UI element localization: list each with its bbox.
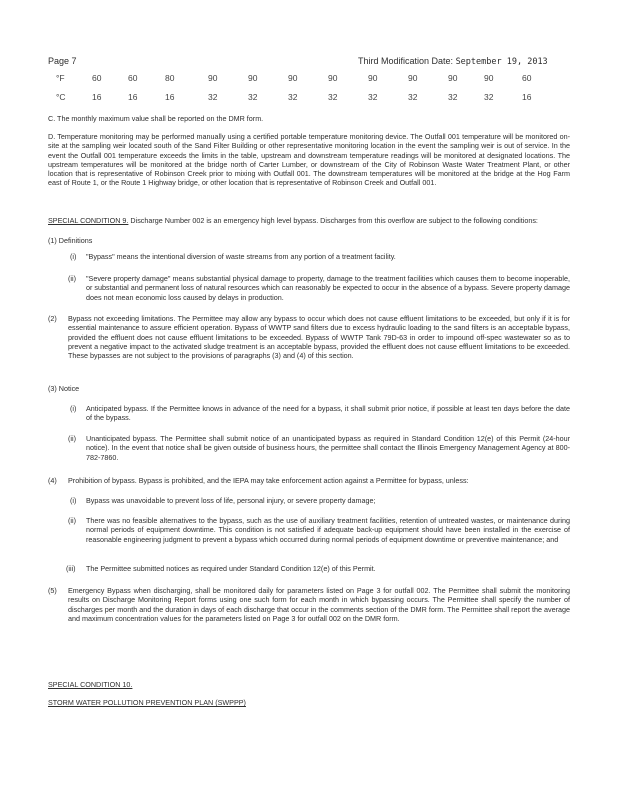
prohibition-item-i: Bypass was unavoidable to prevent loss of life, personal injury, or severe property damage;: [86, 496, 376, 505]
temp-cell: 32: [208, 92, 218, 102]
temp-cell: 90: [448, 73, 458, 83]
special-condition-9-heading: SPECIAL CONDITION 9.: [48, 216, 129, 225]
modification-date-line: [358, 56, 548, 67]
temp-cell: 32: [484, 92, 494, 102]
modification-label: Third Modification Date:: [358, 56, 454, 66]
modification-date: September 19, 2013: [455, 57, 548, 67]
temp-cell: 32: [448, 92, 458, 102]
list-marker: (ii): [68, 516, 76, 525]
special-condition-9-text: Discharge Number 002 is an emergency high level bypass. Discharges from this overflow are subject to the following conditions:: [128, 216, 538, 225]
prohibition-item-ii: There was no feasible alternatives to the bypass, such as the use of auxiliary treatment facilities, retention of untreated wastes, or maintenance during normal periods of equipment downtime. This condition is not satisfied if adequate back-up equipment should have been installed in the exercise of reasonable engineering judgment to prevent a bypass which occurred during normal periods of equipment downtime or preventive maintenance; and: [86, 516, 570, 544]
temp-cell: 90: [248, 73, 258, 83]
temp-cell: 16: [128, 92, 138, 102]
special-condition-9-intro: [48, 216, 570, 225]
temp-cell: 32: [408, 92, 418, 102]
temp-cell: 16: [522, 92, 532, 102]
prohibition-item-iii: The Permittee submitted notices as required under Standard Condition 12(e) of this Permit.: [86, 564, 376, 573]
temp-cell: 80: [165, 73, 175, 83]
swppp-heading: STORM WATER POLLUTION PREVENTION PLAN (SWPPP): [48, 698, 246, 707]
temp-unit-c: °C: [56, 92, 66, 102]
list-marker: (5): [48, 586, 57, 595]
temp-cell: 32: [248, 92, 258, 102]
list-marker: (4): [48, 476, 57, 485]
paragraph-d: D. Temperature monitoring may be performed manually using a certified portable temperature monitoring device. The Outfall 001 temperature will be monitored on-site at the sampling weir located south of the Sand Filter Building or other representative monitoring location in the event the sampling weir is out of service. In the event the Outfall 001 temperature exceeds the limits in the table, upstream and downstream temperature readings will be monitored at designated locations. The upstream temperatures will be monitored at the bridge north of Carter Lumber, or downstream of the City of Robinson Waste Water Treatment Plant, or other location that is representative of Robinson Creek prior to mixing with Outfall 001. The downstream temperatures will be monitored at the bridge at the Hog Farm east of Route 1, or the Route 1 Highway bridge, or other location that is representative of Robinson Creek and Outfall 001.: [48, 132, 570, 188]
temp-cell: 16: [92, 92, 102, 102]
temp-cell: 90: [208, 73, 218, 83]
temp-cell: 90: [368, 73, 378, 83]
definition-bypass: "Bypass" means the intentional diversion of waste streams from any portion of a treatment facility.: [86, 252, 396, 261]
definitions-label: (1) Definitions: [48, 236, 93, 245]
temp-cell: 90: [484, 73, 494, 83]
paragraph-2-bypass-limits: Bypass not exceeding limitations. The Permittee may allow any bypass to occur which does not cause effluent limitations to be exceeded, but only if it is for essential maintenance to assure efficient operation. Bypass of WWTP sand filters due to excess hydraulic loading to the sand filters is an acceptable bypass, provided the effluent does not cause effluent limitations to be exceeded. Bypass of WWTP Tank 79D-63 in order to impound off-spec wastewater so as to prevent a negative impact to the activated sludge treatment is an acceptable bypass, provided the effluent does not cause effluent limitations to be exceeded. These bypasses are not subject to the provisions of paragraphs (3) and (4) of this section.: [68, 314, 570, 361]
list-marker: (iii): [66, 564, 76, 573]
paragraph-5-emergency-bypass: Emergency Bypass when discharging, shall be monitored daily for parameters listed on Page 3 for outfall 002. The Permittee shall submit the monitoring results on Discharge Monitoring Report forms using one such form for each month in which bypassing occurs. The Permittee shall specify the number of discharges per month and the duration in days of each discharge that occur in the comments section of the DMR form. The Permittee shall report the average and maximum concentration values for the parameters listed on Page 3 for outfall 002 on the DMR form.: [68, 586, 570, 623]
temp-cell: 32: [328, 92, 338, 102]
list-marker: (ii): [68, 434, 76, 443]
paragraph-c: C. The monthly maximum value shall be reported on the DMR form.: [48, 114, 264, 123]
anticipated-bypass: Anticipated bypass. If the Permittee knows in advance of the need for a bypass, it shall submit prior notice, if possible at least ten days before the date of the bypass.: [86, 404, 570, 423]
temp-cell: 60: [128, 73, 138, 83]
special-condition-10-heading: SPECIAL CONDITION 10.: [48, 680, 133, 689]
paragraph-4-prohibition: Prohibition of bypass. Bypass is prohibited, and the IEPA may take enforcement action against a Permittee for bypass, unless:: [68, 476, 469, 485]
unanticipated-bypass: Unanticipated bypass. The Permittee shall submit notice of an unanticipated bypass as required in Standard Condition 12(e) of this Permit (24-hour notice). In the event that notice shall be given outside of business hours, the permittee shall contact the Illinois Emergency Management Agency at 800-782-7860.: [86, 434, 570, 462]
temp-cell: 90: [408, 73, 418, 83]
list-marker: (i): [70, 404, 77, 413]
notice-label: (3) Notice: [48, 384, 80, 393]
temp-cell: 90: [288, 73, 298, 83]
page-number: Page 7: [48, 56, 77, 66]
temp-cell: 16: [165, 92, 175, 102]
temp-cell: 32: [288, 92, 298, 102]
temp-cell: 90: [328, 73, 338, 83]
definition-severe-damage: "Severe property damage" means substantial physical damage to property, damage to the treatment facilities which causes them to become inoperable, or substantial and permanent loss of natural resources which can reasonably be expected to occur in the absence of a bypass. Severe property damage does not mean economic loss caused by delays in production.: [86, 274, 570, 302]
temp-cell: 60: [522, 73, 532, 83]
temp-cell: 32: [368, 92, 378, 102]
temp-unit-f: °F: [56, 73, 65, 83]
list-marker: (2): [48, 314, 57, 323]
temp-cell: 60: [92, 73, 102, 83]
list-marker: (i): [70, 252, 77, 261]
list-marker: (ii): [68, 274, 76, 283]
list-marker: (i): [70, 496, 77, 505]
